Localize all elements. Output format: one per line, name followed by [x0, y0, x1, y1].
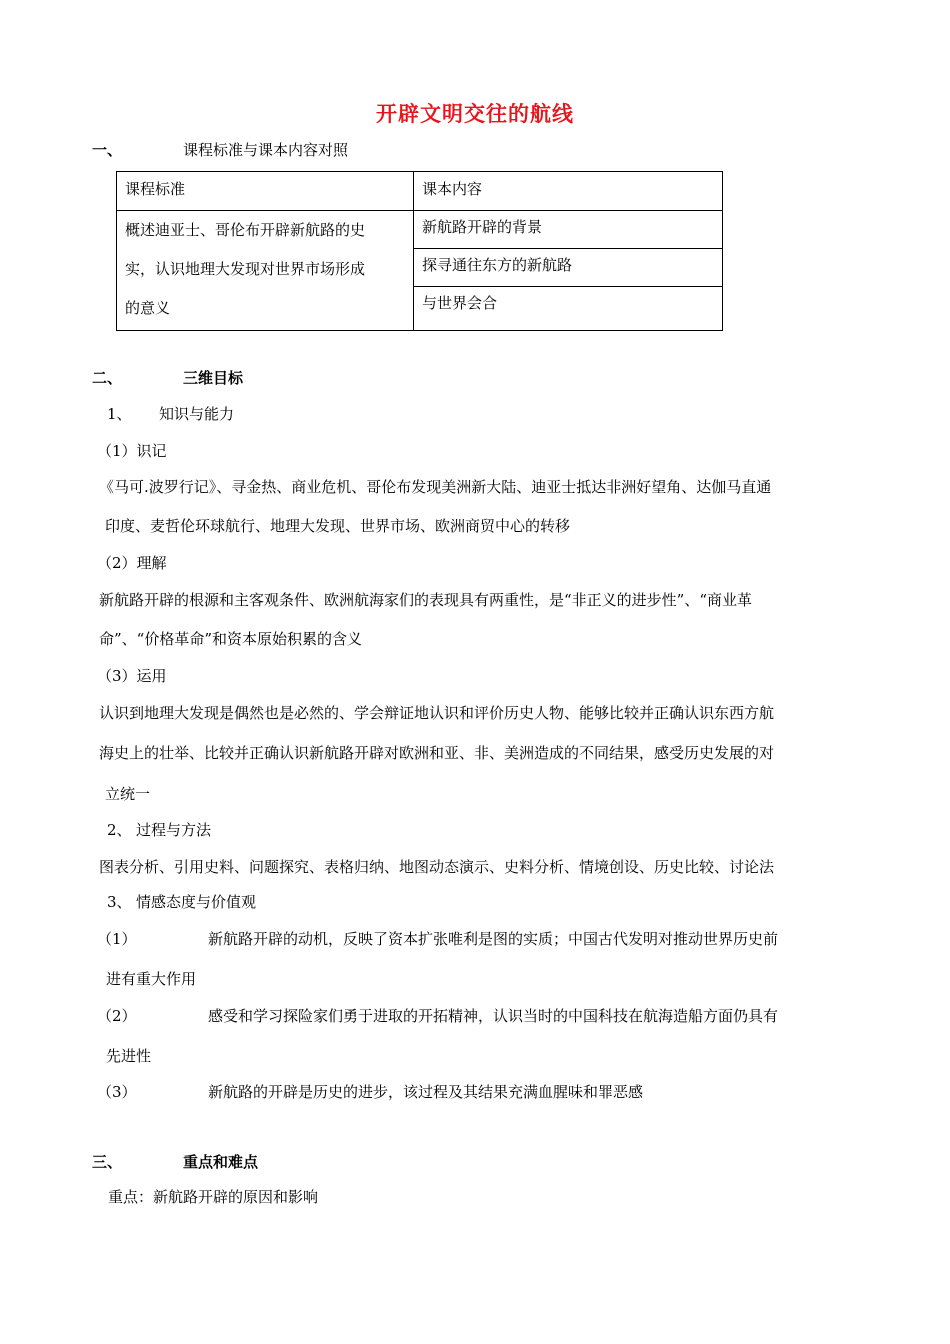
item-label: （3）运用	[97, 667, 167, 685]
subsection-heading: 过程与方法	[136, 821, 212, 839]
subsection-heading: 情感态度与价值观	[136, 893, 257, 911]
table-standard-cell	[117, 211, 414, 331]
page-title: 开辟文明交往的航线	[376, 102, 574, 126]
table-header-standard: 课程标准	[117, 172, 414, 211]
paragraph-line: 认识到地理大发现是偶然也是必然的、学会辩证地认识和评价历史人物、能够比较并正确认识东西方航	[99, 704, 775, 722]
table-content-cell: 探寻通往东方的新航路	[414, 249, 723, 287]
paragraph-line: 进有重大作用	[106, 970, 197, 988]
section2-heading: 三维目标	[183, 369, 244, 387]
table-content-cell: 与世界会合	[414, 287, 723, 331]
section1-heading: 课程标准与课本内容对照	[183, 141, 349, 159]
item-label: （2）理解	[97, 554, 167, 572]
standard-line: 实，认识地理大发现对世界市场形成	[125, 260, 366, 278]
value-number: （1）	[97, 930, 137, 948]
paragraph-line: 图表分析、引用史料、问题探究、表格归纳、地图动态演示、史料分析、情境创设、历史比较、讨论法	[99, 858, 775, 876]
subsection-number: 1、	[107, 405, 132, 423]
standard-line: 概述迪亚士、哥伦布开辟新航路的史	[125, 221, 366, 239]
paragraph-line: 立统一	[105, 785, 151, 803]
section3-heading: 重点和难点	[183, 1153, 259, 1171]
subsection-number: 2、	[107, 821, 132, 839]
section1-number: 一、	[92, 141, 123, 159]
item-label: （1）识记	[97, 442, 167, 460]
standards-table	[116, 171, 723, 331]
paragraph-line: 新航路开辟的动机，反映了资本扩张唯利是图的实质；中国古代发明对推动世界历史前	[208, 930, 779, 948]
section3-number: 三、	[92, 1153, 123, 1171]
subsection-number: 3、	[107, 893, 132, 911]
key-point: 重点：新航路开辟的原因和影响	[108, 1188, 319, 1206]
section2-number: 二、	[92, 369, 123, 387]
paragraph-line: 命”、“价格革命”和资本原始积累的含义	[99, 630, 363, 648]
subsection-heading: 知识与能力	[159, 405, 235, 423]
paragraph-line: 感受和学习探险家们勇于进取的开拓精神，认识当时的中国科技在航海造船方面仍具有	[208, 1007, 779, 1025]
table-header-content: 课本内容	[414, 172, 723, 211]
value-number: （3）	[97, 1083, 137, 1101]
paragraph-line: 新航路的开辟是历史的进步，该过程及其结果充满血腥味和罪恶感	[208, 1083, 644, 1101]
paragraph-line: 新航路开辟的根源和主客观条件、欧洲航海家们的表现具有两重性，是“非正义的进步性”、“商业革	[99, 591, 753, 609]
table-content-cell: 新航路开辟的背景	[414, 211, 723, 249]
paragraph-line: 海史上的壮举、比较并正确认识新航路开辟对欧洲和亚、非、美洲造成的不同结果，感受历史发展的对	[99, 744, 775, 762]
paragraph-line: 先进性	[106, 1047, 152, 1065]
paragraph-line: 印度、麦哲伦环球航行、地理大发现、世界市场、欧洲商贸中心的转移	[105, 517, 571, 535]
paragraph-line: 《马可.波罗行记》、寻金热、商业危机、哥伦布发现美洲新大陆、迪亚士抵达非洲好望角、达伽马直通	[99, 478, 772, 496]
standard-line: 的意义	[125, 299, 171, 317]
value-number: （2）	[97, 1007, 137, 1025]
